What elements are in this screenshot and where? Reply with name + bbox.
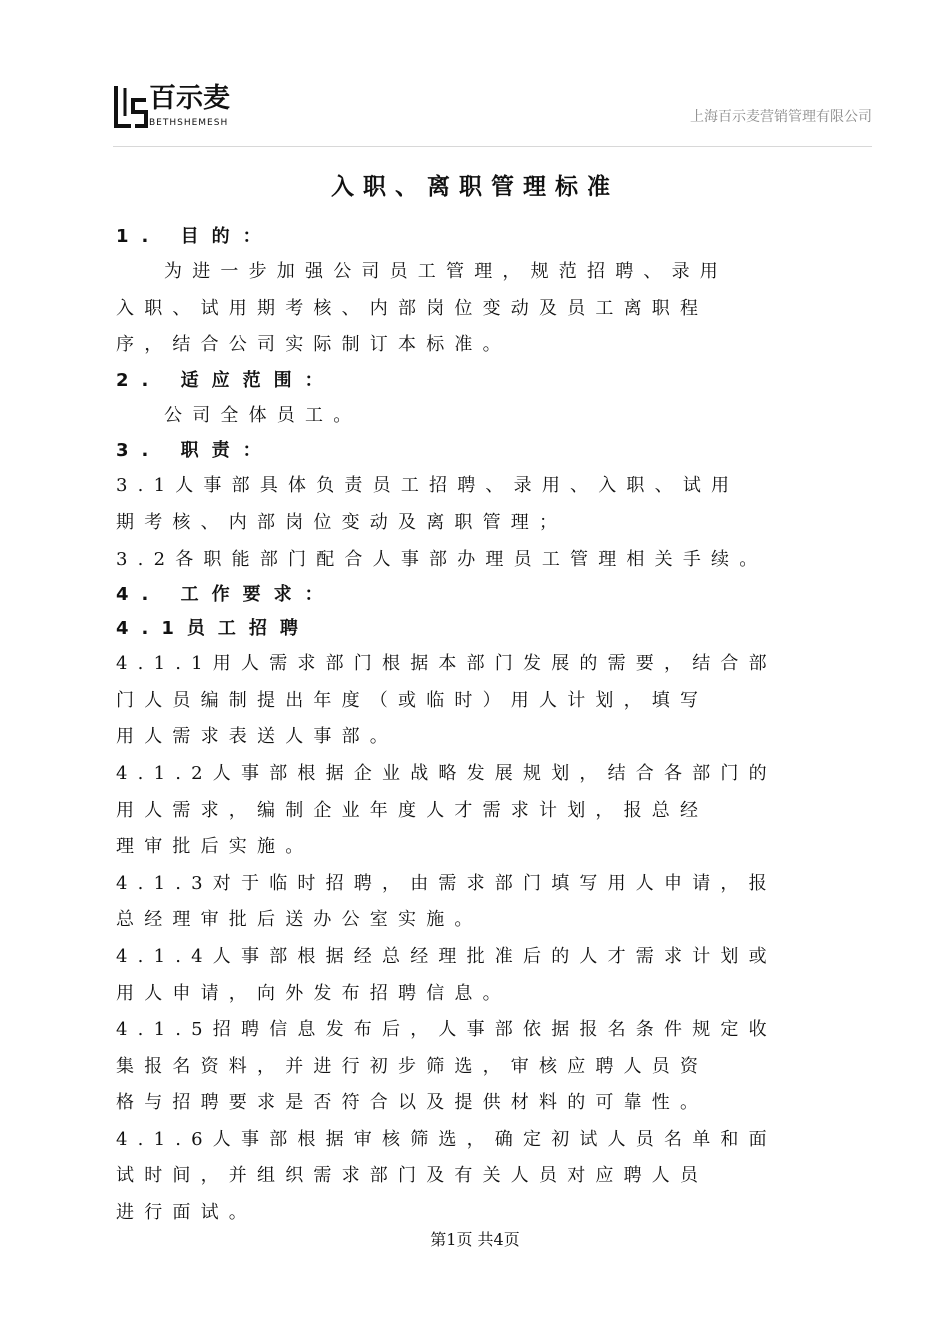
paragraph-line: 总经理审批后送办公室实施。 <box>116 909 483 931</box>
section-heading: 2. 适应范围： <box>116 369 336 391</box>
paragraph-line: 序，结合公司实际制订本标准。 <box>116 334 511 356</box>
paragraph-line: 4.1.4人事部根据经总经理批准后的人才需求计划或 <box>116 945 777 967</box>
paragraph-line: 4.1.6人事部根据审核筛选，确定初试人员名单和面 <box>116 1128 777 1150</box>
paragraph-line: 用人需求表送人事部。 <box>116 726 398 748</box>
logo-english-text: BETHSHEMESH <box>149 118 229 128</box>
paragraph-line: 4.1.5招聘信息发布后，人事部依据报名条件规定收 <box>116 1019 777 1041</box>
document-title: 入职、离职管理标准 <box>331 174 619 200</box>
paragraph-line: 门人员编制提出年度（或临时）用人计划，填写 <box>116 689 709 711</box>
logo-chinese-text: 百示麦 <box>149 83 230 114</box>
paragraph-line: 3.1人事部具体负责员工招聘、录用、入职、试用 <box>116 475 740 497</box>
paragraph-line: 试时间，并组织需求部门及有关人员对应聘人员 <box>116 1165 709 1187</box>
paragraph-line: 3.2各职能部门配合人事部办理员工管理相关手续。 <box>116 548 768 570</box>
company-logo <box>113 82 243 136</box>
paragraph-line: 4.1.2人事部根据企业战略发展规划，结合各部门的 <box>116 762 777 784</box>
paragraph-line: 集报名资料，并进行初步筛选，审核应聘人员资 <box>116 1055 709 1077</box>
paragraph-line: 进行面试。 <box>116 1202 257 1224</box>
header-divider <box>113 146 872 147</box>
paragraph-line: 格与招聘要求是否符合以及提供材料的可靠性。 <box>116 1092 709 1114</box>
page-footer: 第1页 共4页 <box>430 1230 520 1249</box>
section-heading: 3. 职责： <box>116 440 274 462</box>
section-heading: 4. 工作要求： <box>116 584 336 606</box>
section-heading: 1. 目的： <box>116 226 274 247</box>
page-header <box>113 78 872 144</box>
paragraph-line: 4.1.1用人需求部门根据本部门发展的需要，结合部 <box>116 653 777 675</box>
paragraph-line: 为进一步加强公司员工管理，规范招聘、录用 <box>164 261 728 282</box>
company-name: 上海百示麦营销管理有限公司 <box>690 109 872 125</box>
logo-mark-icon <box>113 82 149 130</box>
paragraph-line: 用人需求，编制企业年度人才需求计划，报总经 <box>116 799 709 821</box>
document-body <box>116 220 836 1232</box>
paragraph-line: 理审批后实施。 <box>116 836 314 858</box>
paragraph-line: 入职、试用期考核、内部岗位变动及员工离职程 <box>116 297 709 319</box>
paragraph-line: 4.1.3对于临时招聘，由需求部门填写用人申请，报 <box>116 872 777 894</box>
paragraph-line: 用人申请，向外发布招聘信息。 <box>116 982 511 1004</box>
paragraph-line: 公司全体员工。 <box>164 404 362 426</box>
paragraph-line: 期考核、内部岗位变动及离职管理； <box>116 511 568 533</box>
section-heading: 4.1员工招聘 <box>116 618 311 640</box>
